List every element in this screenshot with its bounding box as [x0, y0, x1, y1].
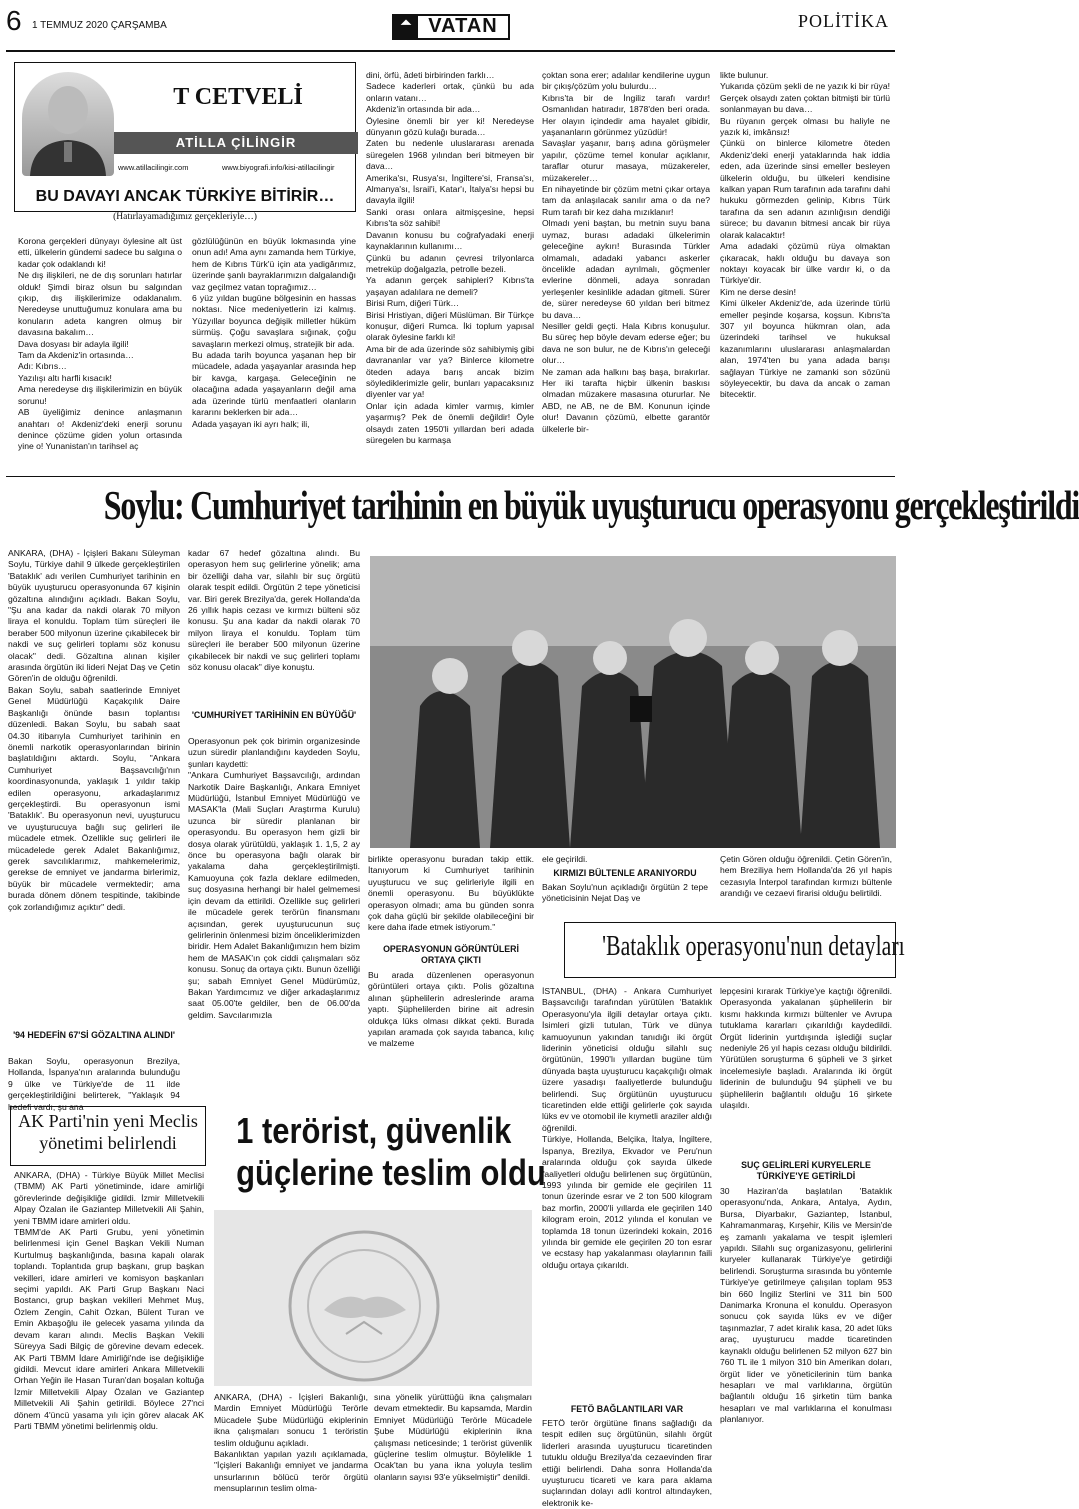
logo-mark-icon: ◢◣	[394, 16, 418, 38]
ministry-seal-photo	[214, 1210, 532, 1386]
terorist-headline-line1: 1 terörist, güvenlik	[236, 1110, 512, 1151]
press-conference-photo	[370, 556, 896, 848]
bataklik-subhead-2: SUÇ GELİRLERİ KURYELERLE TÜRKİYE'YE GETİRİLDİ	[741, 1160, 871, 1182]
header-rule	[6, 50, 895, 52]
column-subtitle: (Hatırlayamadığımız gerçekleriyle…)	[113, 212, 257, 222]
column-author: ATİLLA ÇİLİNGİR	[114, 132, 358, 154]
main-headline: Soylu: Cumhuriyet tarihinin en büyük uyuşturucu operasyonu gerçekleştirildi	[103, 482, 1079, 528]
main-text-3a: birlikte operasyonu buradan takip ettik. İtanıyorum ki Cumhuriyet tarihinin uyuşturucu ve suç gelirleriyle ilgili en önemli operasyonu. Bu büyüklükte operasyon olmadı; ama bu günden sonra çok daha güçlü bir şekilde olabileceğini bir kere daha ifade etmek istiyorum."	[368, 854, 534, 933]
author-website[interactable]: www.atillacilingir.com	[118, 163, 189, 172]
main-subhead-3: OPERASYONUN GÖRÜNTÜLERİ ORTAYA ÇIKTI	[383, 944, 519, 966]
section-divider	[6, 476, 895, 477]
main-text-1b: Bakan Soylu, operasyonun Brezilya, Hollanda, İspanya'nın aralarında bulunduğu 9 ülke ve Türkiye'de de 11 ilde gerçekleştirildiğini belirterek, "Yaklaşık 94 hedefi vardı, şu ana	[8, 1056, 180, 1112]
column-text-2: gözlülüğünün en büyük lokmasında yine onun adı! Ama aynı zamanda hem Türkiye, hem de Kıbrıs Türk'ü için ata yadigârımız, üzerinde şanlı bayraklarımızın dalgalandığı vaz geçilmez vatan toprağımız… 6 yüz yıldan bugüne bölgesinin en hassas noktası. Nice medeniyetlerin izi kalmış. Yüzyıllar boyunca değişik milletler hüküm sürmüş. Çoğu savaşlara sığınak, çoğu savaşların merkezi olmuş, stratejik bir ada. Bu adada tarih boyunca yaşanan hep bir mücadele, adada yaşayanlar arasında hep bir kavga, kargaşa. Geleceğinin ne olacağına adada yaşayanların değil ama ada üzerinde türlü menfaatleri olanların kararını beklerken bir ada… Adada yaşayan iki ayrı halk; ili,	[192, 236, 356, 429]
main-subhead-2: 'CUMHURİYET TARİHİNİN EN BÜYÜĞÜ'	[191, 710, 357, 720]
main-text-4b: Bakan Soylu'nun açıkladığı örgütün 2 tepe yöneticisinin Nejat Daş ve	[542, 882, 708, 904]
column-text-3: dini, örfü, âdeti birbirinden farklı… Sadece kaderleri ortak, çünkü bu ada onların vatanı… Akdeniz'in ortasında bir ada… Öylesine önemli bir yer ki! Neredeyse dünyanın gözü kulağı burada… Zaten bu nedenle uluslararası arenada süregelen 1968 yılından beri bitmeyen bir dava… Amerika'sı, Rusya'sı, İngiltere'si, Fransa'sı, Almanya'sı, İsrail'i, Katar'ı, İtalya'sı hepsi bu davayla ilgili! Sanki orası onlara aitmişçesine, hepsi Kıbrıs'ta söz sahibi! Davanın konusu bu coğrafyadaki enerji kaynaklarının kullanımı… Çünkü bu adanın çevresi trilyonlarca metreküp doğalgazla, petrolle bezeli. Ya adanın gerçek sahipleri? Kıbrıs'ta yaşayan adalılara ne demeli? Birisi Rum, diğeri Türk… Birisi Hristiyan, diğeri Müslüman. Bir Türkçe konuşur, diğeri Rumca. İki toplum yapısal olarak öylesine farklı ki! Ama bir de ada üzerinde söz sahibiymiş gibi davrananlar var ya? Binlerce kilometre öteden adaya barış ancak bizim söylediklerimizle gelir, bunları yapacaksınız diyenler var ya! Onlar için adada kimler varmış, kimler yaşarmış? Pek de önemli değildir! Öyle olsaydı zaten 1950'li yıllardan beri adada süregelen bu karmaşa	[366, 70, 534, 445]
terorist-text-2: sına yönelik yürüttüğü ikna çalışmaları devam etmektedir. Bu kapsamda, Mardin Emniyet Müdürlüğü Terörle Mücadele Şube Müdürlüğü ekiplerinin ikna çalışması neticesinde; 1 terörist güvenlik güçlerine teslim olmuştur. Böylelikle 1 Ocak'tan bu yana ikna yoluyla teslim olanların sayısı 93'e yükselmiştir" denildi.	[374, 1392, 532, 1482]
bataklik-text-2: lepçesini kırarak Türkiye'ye kaçtığı öğrenildi. Operasyonda yakalanan şüphelilerin bir kısmı hakkında kırmızı bültenler ve Avrupa tutuklama kararları çıkarıldığı kaydedildi. Örgüt liderinin yurtdışında işlediği suçlar nedeniyle 26 yıl hapis cezası olduğu bildirildi. Yürütülen soruşturma 6 şüpheli ve 3 şirket incelemesiyle başladı. Aralarında iki örgüt liderinin de bulunduğu 94 şüpheli ve bu şüphelilerin bağlantılı olduğu 16 şirkete ulaşıldı.	[720, 986, 892, 1111]
main-text-4a: ele geçirildi.	[542, 854, 588, 864]
column-text-4: çoktan sona erer; adalılar kendilerine uygun bir çıkış/çözüm yolu bulurdu… Kıbrıs'ta bir de İngiliz tarafı vardır! Osmanlıdan hatıradır, 1878'den beri orada. Her olayın içindedir ama hayalet gibidir, yaşananların görünmez yüzüdür! Savaşlar yaşanır, barış adına görüşmeler yapılır, çözüme temel konular açıklanır, taraflar oturur masaya, müzakereler, müzakereler… En nihayetinde bir çözüm metni çıkar ortaya tam da anlaşılacak sanılır ama o da ne? Rum tarafı bir kez daha mızıklanır! Olmadı yeni baştan, bu metnin suyu bana uymaz, burası adadaki ülkelerimin geleceğine aykırı! Burasında Türkler olmamalı, adadaki yabancı askerler öncelikle adadan ayrılmalı, göçmenler evlerine dönmeli, adaya sonradan yerleşenler kesinlikle adadan gitmeli. Sürer de, sürer neredeyse 60 yıldan beri bitmez bu dava… Nesiller geldi geçti. Hala Kıbrıs konuşulur. Bu süreç hep böyle devam ederse eğer; bu dava ne son bulur, ne de Kıbrıs'ın geleceği olur… Ne zaman ada halkını baş başa, bırakırlar. Her iki tarafta hiçbir ülkenin baskısı olmadan müzakere masasına otururlar. Ne ABD, ne AB, ne de BM. Konunun içinde olur! Davanın çözümü, elbette garantör ülkelerle bir-	[542, 70, 710, 434]
column-name: T CETVELİ	[173, 84, 303, 110]
bataklik-subhead-1: FETÖ BAĞLANTILARI VAR	[570, 1404, 684, 1414]
terorist-text-1: ANKARA, (DHA) - İçişleri Bakanlığı, Mardin Emniyet Müdürlüğü Terörle Mücadele Şube Müdürlüğü ekiplerinin ikna çalışmaları sonucu 1 teröristin teslim olduğunu açıkladı. Bakanlıktan yapılan yazılı açıklamada, "İçişleri Bakanlığı emniyet ve jandarma unsurlarının bölücü terör örgütü mensuplarının teslim olma-	[214, 1392, 368, 1494]
newspaper-logo	[392, 14, 510, 40]
author-bio-link[interactable]: www.biyografi.info/kisi-atillacilingir	[222, 163, 335, 172]
issue-date: 1 TEMMUZ 2020 ÇARŞAMBA	[32, 20, 167, 31]
main-subhead-4: KIRMIZI BÜLTENLE ARANIYORDU	[553, 868, 697, 878]
column-headline: BU DAVAYI ANCAK TÜRKİYE BİTİRİR…	[35, 188, 335, 205]
akparti-text: ANKARA, (DHA) - Türkiye Büyük Millet Meclisi (TBMM) AK Parti yönetiminde, idare amirliği görevlerinde değişikliğe gidildi. İzmir Milletvekili Alpay Özalan ile Gaziantep Milletvekili Ali Şahin, yeni TBMM idare amirleri oldu. TBMM'de AK Parti Grubu, yeni yönetimin belirlenmesi için Genel Başkan Vekili Numan Kurtulmuş başkanlığında, basına kapalı olarak toplandı. Toplantıda grup başkanı, grup başkan vekilleri, idare amirleri ve komisyon başkanları seçimi yapıldı. AK Parti Grup Başkanı Naci Bostancı, grup başkan vekilleri Mehmet Muş, Özlem Zengin, Cahit Özkan, Bülent Turan ve Emin Akbaşoğlu ile gelecek yasama yılında da devam kararı alındı. Meclis Başkan Vekili Süreyya Sadi Bilgiç de görevine devam edecek. AK Parti TBMM İdare Amirliği'nde ise değişikliğe gidildi. Mevcut idare amirleri Ankara Milletvekili Orhan Yeğin ile Hasan Turan'dan boşalan koltuğa İzmir Milletvekili Alpay Özalan ve Gaziantep Milletvekili Ali Şahin getirildi. Böylece 27'nci dönem 4'üncü yasama yılı için görev alacak AK Parti TBMM yönetimi belirlenmiş oldu.	[14, 1170, 204, 1431]
terorist-headline-line2: güçlerine teslim oldu	[236, 1152, 546, 1193]
main-subhead-1: '94 HEDEFİN 67'Sİ GÖZALTINA ALINDI'	[13, 1030, 175, 1040]
column-text-1: Korona gerçekleri dünyayı öylesine alt üst etti, ülkelerin gündemi sadece bu salgına o kadar çok odaklandı ki! Ne dış ilişkileri, ne de dış sorunları hatırlar olduk! Şimdi biraz olsun bu salgından çıkıp, dış ilişkilerimize odaklanalım. Neredeyse unuttuğumuz konulara ama bu konuların adeta kangren olmuş bir davasına bakalım… Dava dosyası bir adayla ilgili! Tam da Akdeniz'in ortasında… Adı: Kıbrıs… Yazılışı altı harfli kısacık! Ama neredeyse dış ilişkilerimizin en büyük sorunu! AB üyeliğimiz denince anlaşmanın anahtarı o! Akdeniz'deki enerji sorunu denince çözüme giden yolun ortasında yine o! Yunanistan'ın tarihsel aç	[18, 236, 182, 452]
main-text-2b: Operasyonun pek çok birimin organizesinde uzun süredir planlandığını kaydeden Soylu, şunları kaydetti: "Ankara Cumhuriyet Başsavcılığı, ardından Narkotik Daire Başkanlığı, Ankara Emniyet Müdürlüğü, İstanbul Emniyet Müdürlüğü ve MASAK'la (Mali Suçları Araştırma Kurulu) uzunca bir süredir planlanan bir operasyondu. Bu operasyon hem gizli bir dosya olarak yürütüldü, yaklaşık 1. 1,5, 2 ay önce bu operasyona bağlı olarak bir yakalama daha gerçekleştirilmişti. Kamuoyuna çok fazla deklare edilmeden, suç dosyasına herhangi bir halel gelmemesi için devam da ettirildi. Özellikle suç gelirleri ile mücadele gerek terörün finansmanı açısından, gerek uyuşturucunun suç gelirlerinin önlenmesi bizim önceliklerimizden biridir. Hem Adalet Bakanlığımızın hem bizim hem de MASAK'ın çok ciddi çalışmaları söz konusu. Sonuç da ortaya çıktı. Bunun özelliği şu; sabah Emniyet Genel Müdürümüz, Bakan Yardımcımız ve diğer arkadaşlarımız saat 05.00'te geldiler, ben de 06.00'da geldim. Savcılarımızla	[188, 736, 360, 1020]
author-portrait	[22, 72, 114, 176]
main-text-5a: Çetin Gören olduğu öğrenildi. Çetin Gören'in, hem Breziliya hem Hollanda'da 26 yıl hapis cezasıyla İnterpol tarafından kırmızı bültenle arandığı ve cezaevi firarisi olduğu belirtildi.	[720, 854, 892, 899]
main-text-2a: kadar 67 hedef gözaltına alındı. Bu operasyon hem suç gelirlerine yönelik; ama bir özelliği daha var, silahlı bir suç örgütü olarak tespit edildi. Örgütün 2 tepe yöneticisi var. Biri gerek Brezilya'da, gerek Hollanda'da 26 yıllık hapis cezası ve kırmızı bülteni söz konusu. Şu ana kadar da nakdi olarak 70 milyon liraya el konuldu. Toplam tüm süreçleri ile beraber 500 milyonun üzerine çıkabilecek bir nakdi ve suç gelirleri toplamı söz konusu olacak" diye konuştu.	[188, 548, 360, 673]
bataklik-text-1: İSTANBUL, (DHA) - Ankara Cumhuriyet Başsavcılığı tarafından yürütülen 'Bataklık Operasyonu'yla ilgili detaylar ortaya çıktı. İsimleri gizli tutulan, Türk ve dünya kamuoyunun yakından tanıdığı iki örgüt liderinin yöneticisi olduğu silahlı suç örgütünün, 1990'lı yıllardan bugüne tüm dünyada başta uyuşturucu kaçakçılığı olmak üzere yasadışı faaliyetlerde bulunduğu belirlendi. Suç örgütünün uyuşturucu ticaretinden elde ettiği gelirlerle çok sayıda lüks ev ve otomobil ile kıymetli araziler aldığı öğrenildi. Türkiye, Hollanda, Belçika, İtalya, İngiltere, İspanya, Brezilya, Ekvador ve Peru'nun aralarında olduğu çok sayıda ülkede faaliyetleri olduğu belirlenen suç örgütünün, 1993 yılında bir gemide ele geçirilen 11 tonun üzerinde esrar ve 2 ton 500 kilogram baz morfin, 2000'li yıllarda ele geçirilen 140 kilogram eroin, 2012 yılında el konulan ve toplamda 18 tonun üzerindeki kokain, 2016 yılında bir gemide ele geçirilen 20 ton esrar ve ecstasy hap yakalanması olaylarının faili olduğu ortaya çıkarıldı.	[542, 986, 712, 1270]
column-text-5: likte bulunur. Yukarıda çözüm şekli de ne yazık ki bir rüya! Gerçek olsaydı zaten çoktan bitmişti bir türlü sonlanmayan bu dava… Bu rüyanın gerçek olması bu haliyle ne yazık ki, imkânsız! Çünkü on binlerce kilometre öteden Akdeniz'deki enerji yataklarında hak iddia eden, ada üzerinde sinsi emeller besleyen ülkelerin olduğu, bu ülkeleri kendisine kalkan yapan Rum tarafının ada tarafını dahi hukuku görmezden gelinip, Kıbrıs Türk tarafına da sen adanın azınlığısın dendiği sürece; bu davanın bitmesi ancak bir rüya olarak kalacaktır! Ama adadaki çözümü rüya olmaktan çıkaracak, haklı olduğu bu davaya son noktayı koyacak bir ülke vardır ki, o da Türkiye'dir. Kim ne derse desin! Kimi ülkeler Akdeniz'de, ada üzerinde türlü emeller peşinde koşarsa, koşsun. Kıbrıs'ta 307 yıl boyunca hükmran olan, ada üzerindeki tarihsel ve hukuksal kazanımlarını uluslararası anlaşmalardan alan, 1974'ten bu yana adada barışı sağlayan Türkiye ne zamanki son sözünü söyleyecektir, bu dava da ancak o zaman bitecektir.	[720, 70, 890, 400]
page-number: 6	[6, 5, 22, 36]
main-text-1a: ANKARA, (DHA) - İçişleri Bakanı Süleyman Soylu, Türkiye dahil 9 ülkede gerçekleştirilen 'Bataklık' adı verilen Cumhuriyet tarihinin en büyük uyuşturucu operasyonunda 67 kişinin gözaltına alındığını açıkladı. Bakan Soylu, "Şu ana kadar da nakdi olarak 70 milyon liraya el konuldu. Toplam tüm süreçleri ile beraber 500 milyonun üzerine çıkabilecek bir nakdi ve suç gelirleri toplamı söz konusu olacak" dedi. Gözaltına alınan kişiler arasında örgütün iki lideri Nejat Daş ve Çetin Gören'in de olduğu öğrenildi. Bakan Soylu, sabah saatlerinde Emniyet Genel Müdürlüğü Kaçakçılık Daire Başkanlığı önünde basın toplantısı düzenledi. Bakan Soylu, bu sabah saat 04.30 itibarıyla Cumhuriyet tarihinin en önemli narkotik operasyonlarından birinin başlatıldığını aktardı. Soylu, "Ankara Cumhuriyet Başsavcılığı'nın koordinasyonunda, yaklaşık 1 yıldır takip edilen operasyonu, arkadaşlarımız gerçekleştirdi. Bu operasyonun ismi 'Bataklık'. Bu operasyonun nevi, uyuşturucu ve uyuşturucuya bağlı suç gelirleri ile mücadele etmek. Özellikle suç gelirleri ile mücadelede gerek Adalet Bakanlığımız, gerek savcılıklarımız, mahkemelerimiz, gerekse de emniyet ve jandarma birlerimiz, büyük bir mücadele vermektedir; ama burada dönem dönem tespitinde, takibinde çok zorlandığımız açıktır" dedi.	[8, 548, 180, 912]
akparti-headline: AK Parti'nin yeni Meclis yönetimi belirlendi	[18, 1111, 198, 1153]
ministry-seal-icon	[214, 1210, 532, 1386]
bataklik-headline: 'Bataklık operasyonu'nun detayları	[602, 931, 905, 962]
main-text-3b: Bu arada düzenlenen operasyonun görüntüleri ortaya çıktı. Polis gözaltına alınan şüphelilerin adreslerinde arama yaptı. Şüphelilerden birine ait adresin oldukça lüks olması dikkat çekti. Burada yapılan aramada çok sayıda tabanca, kılıç ve malzeme	[368, 970, 534, 1049]
bataklik-text-2b: 30 Haziran'da başlatılan 'Bataklık operasyonu'nda, Ankara, Antalya, Aydın, Bursa, Diyarbakır, Gaziantep, İstanbul, Kahramanmaraş, Kırşehir, Kilis ve Mersin'de eş zamanlı yakalama ve tespit işlemleri yapıldı. Silahlı suç organizasyonu, gelirlerini kuryeler kullanarak Türkiye'ye getirdiği belirlendi. Soruşturma sırasında bu yöntemle Türkiye'ye getirilmeye çalışılan toplam 953 bin 660 İngiliz Sterlini ve 311 bin 500 Danimarka Kronuna el konuldu. Operasyon sonucu çok sayıda lüks ev ve diğer taşınmazlar, 7 adet kiralık kasa, 20 adet lüks araç, uyuşturucu madde ticaretinden kaynaklı olduğu belirlenen 52 milyon 627 bin 760 TL ile 1 milyon 310 bin Amerikan doları, örgüt lider ve yöneticilerinin tüm banka hesapları ve mal varlıklarına, örgütün bağlantılı olduğu 16 şirketin tüm banka hesapları ve mal varlıklarına el konulması planlanıyor.	[720, 1186, 892, 1425]
terorist-headline	[236, 1110, 546, 1194]
bataklik-text-1b: FETÖ terör örgütüne finans sağladığı da tespit edilen suç örgütünün, silahlı örgüt liderleri arasında uyuşturucu ticaretinden tutuklu olduğu Brezilya'da cezaevinden firar ettiği belirlendi. Daha sonra Hollanda'da uyuşturucu ticareti ve kara para aklama suçlarından dolayı adli kontrol altındayken, elektronik ke-	[542, 1418, 712, 1508]
section-name: POLİTİKA	[798, 11, 889, 31]
logo-text: VATAN	[428, 15, 498, 38]
